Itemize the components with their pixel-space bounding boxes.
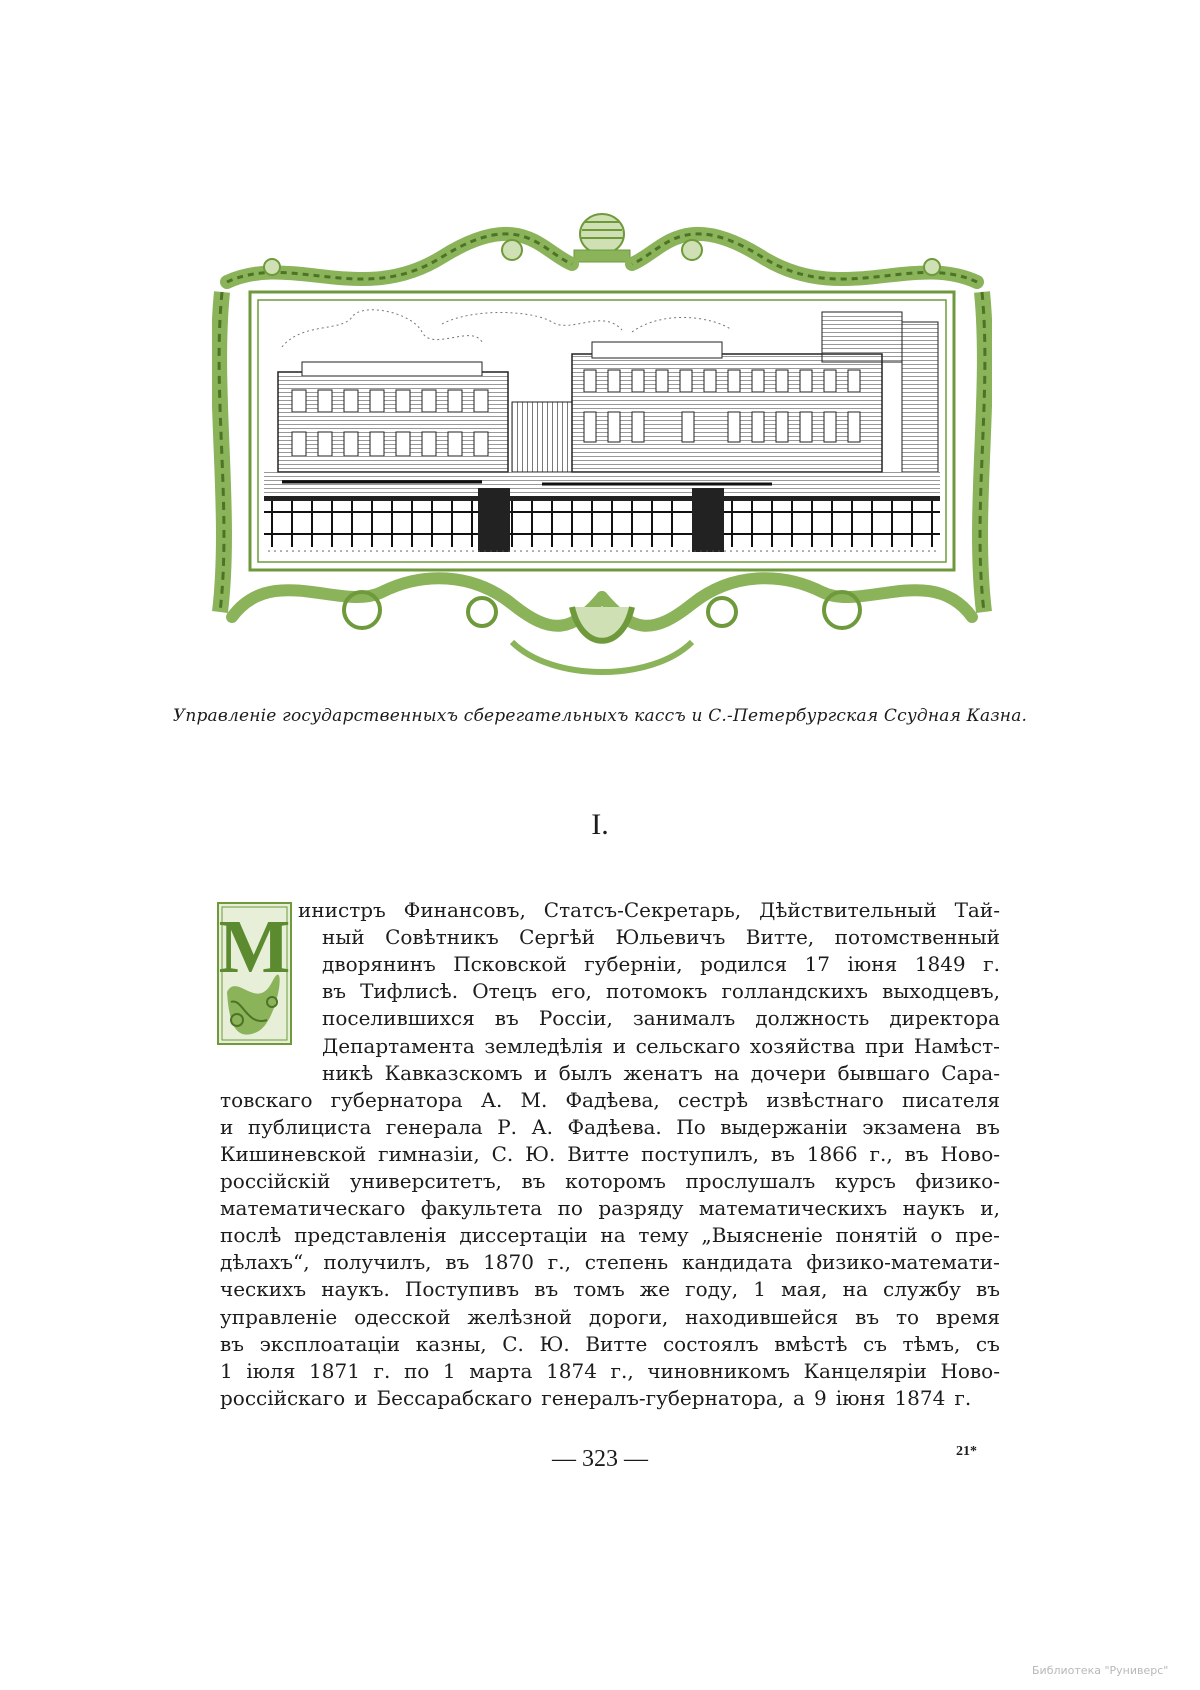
word: 1 [220,1358,233,1383]
word: хозяйства [749,1033,856,1058]
word: генералъ-губернатора, [541,1385,785,1410]
word: разряду [598,1196,684,1221]
word: Тай- [954,898,1000,922]
word: съ [975,1331,1000,1356]
text-line [322,950,1000,978]
word: степень [584,1250,669,1275]
word: публициста [247,1114,372,1139]
word: 1866 [806,1141,858,1166]
word: его, [551,979,592,1004]
word: по [403,1358,430,1383]
word: вмѣстѣ [774,1331,848,1356]
word: губернатора [330,1087,463,1112]
word: бывшаго [837,1060,930,1085]
word: году, [685,1277,739,1302]
word: по [557,1196,583,1221]
word: на [600,1223,626,1248]
word: товскаго [220,1087,313,1112]
word: въ [220,1331,244,1356]
word: физико-математи- [806,1250,1000,1275]
text-line [220,1221,1000,1249]
text-line [220,1357,1000,1385]
word: извѣстнаго [766,1087,884,1112]
word: на [842,1277,868,1302]
word: кандидата [681,1250,793,1275]
engraving-frame [212,212,992,692]
word: и [612,1033,627,1058]
word: въ [322,979,346,1004]
word: г. [373,1358,391,1383]
word: Юльевичъ [615,925,726,950]
word: По [676,1114,706,1139]
word: въ [534,1277,559,1302]
word: о [930,1223,943,1248]
text-line [322,1032,1000,1060]
word: которомъ [565,1169,666,1193]
word: Сара- [941,1060,1000,1085]
library-watermark: Библиотека "Руниверс" [1032,1664,1169,1677]
word: прослушалъ [685,1169,816,1193]
text-line [322,923,1000,951]
word: сестрѣ [677,1087,749,1112]
word: „Выясненіе [701,1223,823,1248]
word: 9 [813,1385,827,1410]
signature-mark: 21* [956,1444,977,1459]
text-line [322,977,1000,1005]
word: генерала [385,1114,483,1139]
word: съ [863,1331,887,1356]
word: г. [983,952,1000,977]
word: г. [954,1385,972,1410]
page-number: — 323 — [552,1446,648,1472]
word: іюня [847,952,898,977]
word: Канцеляріи [803,1358,927,1383]
word: Бессарабскаго [376,1385,533,1410]
word: Витте, [745,925,815,950]
text-line [220,1330,1000,1358]
word: то [895,1304,920,1329]
word: 1 [442,1358,456,1383]
word: представленія [294,1223,447,1248]
word: и [354,1385,368,1410]
drop-cap-letter: М [218,905,291,989]
word: послѣ [220,1223,282,1248]
word: желѣзной [467,1304,573,1329]
word: въ [975,1114,1000,1139]
word: университетъ, [350,1169,502,1193]
word: Витте [585,1331,648,1356]
drop-cap-initial [217,902,292,1045]
word: Россіи, [538,1006,613,1031]
word: казны, [415,1331,487,1356]
word: Кишиневской [220,1141,367,1166]
word: математическаго [220,1196,406,1221]
text-line [220,1275,1000,1303]
illustration-plate [212,212,992,692]
word: томъ [573,1277,625,1302]
word: Кавказскомъ [384,1060,523,1085]
word: голландскихъ [721,979,868,1004]
word: тѣмъ, [902,1331,961,1356]
text-line [220,1113,1000,1141]
word: писателя [901,1087,1000,1112]
word: въ [770,1141,795,1166]
word: чиновникомъ [647,1358,790,1383]
word: Ново- [940,1141,1000,1166]
word: въ [904,1141,929,1166]
word: 1 [753,1277,766,1302]
word: женатъ [623,1060,703,1085]
word: Ю. [539,1331,570,1356]
text-line [322,1059,1000,1087]
word: должность [755,1006,870,1031]
word: Витте [567,1141,630,1166]
word: Финансовъ, [403,898,526,922]
word: при [864,1033,905,1058]
word: инистръ [298,898,386,922]
word: въ [976,1277,1000,1302]
word: губерніи, [584,952,683,977]
word: Департамента [322,1033,475,1058]
text-line [220,1194,1000,1222]
word: 1871 [309,1358,360,1383]
word: службу [883,1277,961,1302]
word: эксплоатаціи [259,1331,401,1356]
word: тему [638,1223,689,1248]
word: курсъ [834,1169,896,1193]
word: выдержаніи [720,1114,848,1139]
word: россійскаго [220,1385,346,1410]
word: Совѣтникъ [385,925,499,950]
word: М. [520,1087,548,1112]
text-line [220,1086,1000,1114]
word: время [935,1304,1000,1329]
word: въ [445,1250,470,1275]
word: пре- [955,1223,1000,1248]
word: Отецъ [472,979,538,1004]
word: Статсъ-Секретарь, [543,898,742,922]
word: наукъ. [321,1277,390,1302]
word: сельскаго [635,1033,741,1058]
word: въ [521,1169,546,1193]
word: одесской [354,1304,451,1329]
word: Р. [497,1114,518,1139]
word: потомственный [834,925,1000,950]
word: Намѣст- [913,1033,1000,1058]
word: наукъ [902,1196,965,1221]
word: состоялъ [662,1331,759,1356]
word: С. [502,1331,524,1356]
beehive-ornament [574,214,630,262]
word: на [714,1060,740,1085]
word: потомокъ [606,979,708,1004]
word: директора [889,1006,1000,1031]
word: марта [469,1358,533,1383]
word: Ново- [940,1358,1000,1383]
word: іюля [246,1358,296,1383]
word: Тифлисѣ. [360,979,459,1004]
word: диссертаціи [459,1223,588,1248]
word: С. [491,1141,514,1166]
word: Сергѣй [519,925,595,950]
word: ческихъ [220,1277,307,1302]
word: Поступивъ [404,1277,520,1302]
word: въ [494,1006,519,1031]
word: гимназіи, [378,1141,480,1166]
word: А. [531,1114,554,1139]
word: получилъ, [323,1250,432,1275]
word: поселившихся [322,1006,475,1031]
word: іюня [835,1385,886,1410]
word: 1874 [546,1358,597,1383]
word: земледѣлія [484,1033,604,1058]
word: Дѣйствительный [759,898,937,922]
word: дворянинъ [322,952,436,977]
word: дѣлахъ“, [220,1250,310,1275]
text-line [220,1167,1000,1195]
chapter-number: I. [591,808,609,841]
text-line [298,896,1000,924]
word: находившейся [685,1304,839,1329]
engraving-scene [262,304,942,558]
word: и, [980,1196,1000,1221]
text-line [220,1303,1000,1331]
word: понятій [835,1223,918,1248]
word: Псковской [453,952,567,977]
word: ный [322,925,365,950]
word: 1849 [914,952,966,977]
plate-caption: Управленіе государственныхъ сберегательныхъ кассъ и С.-Петербургская Ссудная Казна. [172,706,1028,726]
word: математическихъ [698,1196,888,1221]
word: экзамена [862,1114,962,1139]
word: физико- [915,1169,1000,1193]
word: былъ [558,1060,613,1085]
word: г., [610,1358,634,1383]
word: А. [480,1087,503,1112]
word: управленіе [220,1304,338,1329]
word: и [533,1060,548,1085]
word: мая, [781,1277,828,1302]
word: Фадѣева, [565,1087,660,1112]
word: а [793,1385,805,1410]
word: поступилъ, [641,1141,759,1166]
word: Ю. [525,1141,556,1166]
word: 17 [804,952,831,977]
word: Фадѣева. [567,1114,662,1139]
word: дочери [750,1060,827,1085]
word: г., [547,1250,571,1275]
text-line [220,1140,1000,1168]
word: 1874 [894,1385,946,1410]
text-line [220,1248,1000,1276]
word: 1870 [483,1250,534,1275]
word: занималъ [632,1006,736,1031]
text-line [220,1384,1000,1412]
word: въ [855,1304,880,1329]
word: никѣ [322,1060,374,1085]
word: г., [869,1141,893,1166]
word: же [639,1277,671,1302]
text-line [322,1004,1000,1032]
word: дороги, [588,1304,669,1329]
word: и [220,1114,234,1139]
word: выходцевъ, [882,979,1000,1004]
word: факультета [420,1196,543,1221]
word: родился [700,952,788,977]
word: россійскій [220,1169,331,1193]
